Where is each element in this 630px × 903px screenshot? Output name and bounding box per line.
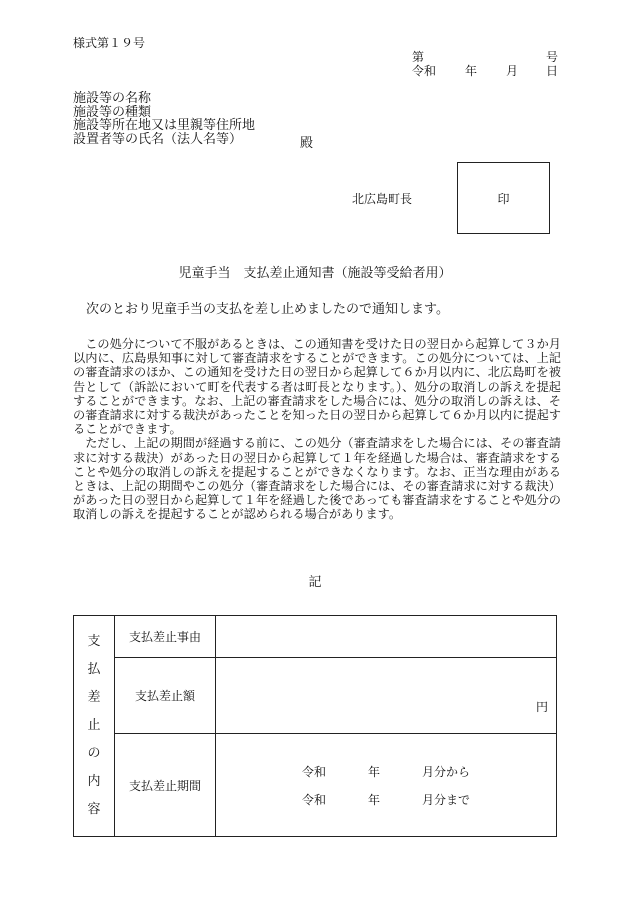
side-char: 差 xyxy=(87,690,101,705)
to-month: 月分まで xyxy=(422,793,471,807)
from-era: 令和 xyxy=(302,765,327,779)
side-label xyxy=(74,616,115,837)
side-char: 止 xyxy=(87,718,101,733)
date-era: 令和 xyxy=(412,64,437,78)
to-era: 令和 xyxy=(302,793,327,807)
from-year: 年 xyxy=(368,765,381,779)
doc-no-prefix: 第 xyxy=(412,50,425,64)
currency-unit: 円 xyxy=(535,700,548,714)
period-from xyxy=(216,757,556,785)
reason-field[interactable] xyxy=(216,616,557,658)
representative-label: 設置者等の氏名（法人名等） xyxy=(73,131,243,147)
facility-address-label: 施設等所在地又は里親等住所地 xyxy=(73,118,256,133)
period-to xyxy=(216,785,556,813)
side-char: 内 xyxy=(87,774,101,789)
issuer-mayor: 北広島町長 xyxy=(352,192,413,206)
side-char: 支 xyxy=(87,634,101,649)
doc-no-suffix: 号 xyxy=(546,50,559,64)
date-month: 月 xyxy=(506,64,519,78)
facility-name-label: 施設等の名称 xyxy=(73,91,152,106)
from-month: 月分から xyxy=(422,765,471,779)
seal-label: 印 xyxy=(497,191,510,206)
date-year: 年 xyxy=(465,64,478,78)
form-number: 様式第１９号 xyxy=(73,36,146,50)
lead-text: 次のとおり児童手当の支払を差し止めましたので通知します。 xyxy=(86,302,449,317)
period-label: 支払差止期間 xyxy=(115,734,216,837)
honorific: 殿 xyxy=(300,136,314,151)
side-char: の xyxy=(87,746,101,761)
period-field[interactable] xyxy=(216,734,557,837)
side-char: 払 xyxy=(87,662,101,677)
facility-type-label: 施設等の種類 xyxy=(73,104,152,120)
reason-label: 支払差止事由 xyxy=(115,616,216,658)
addressee-block xyxy=(73,92,255,146)
notice-paragraph-1: この処分について不服があるときは、この通知書を受けた日の翌日から起算して３か月以内に、広島県知事に対して審査請求をすることができます。この処分については、上記の審査請求のほか、この通知を受けた日の翌日から起算して６か月以内に、北広島町を被告として（訴訟において町を代表する者は町長となります。）、処分の取消しの訴えを提起することができます。なお、上記の審査請求をした場合には、処分の取消しの訴えは、その審査請求に対する裁決があったことを知った日の翌日から起算して６か月以内に提起することができます。 xyxy=(73,337,561,437)
date-day: 日 xyxy=(546,64,559,78)
seal-box xyxy=(457,162,550,234)
side-char: 容 xyxy=(87,802,101,817)
notice-paragraph-2: ただし、上記の期間が経過する前に、この処分（審査請求をした場合には、その審査請求に対する裁決）があった日の翌日から起算して１年を経過した場合は、審査請求をすることや処分の取消しの訴えを提起することができなくなります。なお、正当な理由があるときは、上記の期間やこの処分（審査請求をした場合には、その審査請求に対する裁決）があった日の翌日から起算して１年を経過した後であっても審査請求をすることや処分の取消しの訴えを提起することが認められる場合があります。 xyxy=(73,436,561,522)
details-table xyxy=(73,615,557,837)
to-year: 年 xyxy=(368,793,381,807)
appeal-notice xyxy=(73,337,561,522)
document-title: 児童手当 支払差止通知書（施設等受給者用） xyxy=(178,266,452,281)
amount-field[interactable] xyxy=(216,658,557,734)
amount-label: 支払差止額 xyxy=(115,658,216,734)
ki-heading: 記 xyxy=(308,575,322,590)
